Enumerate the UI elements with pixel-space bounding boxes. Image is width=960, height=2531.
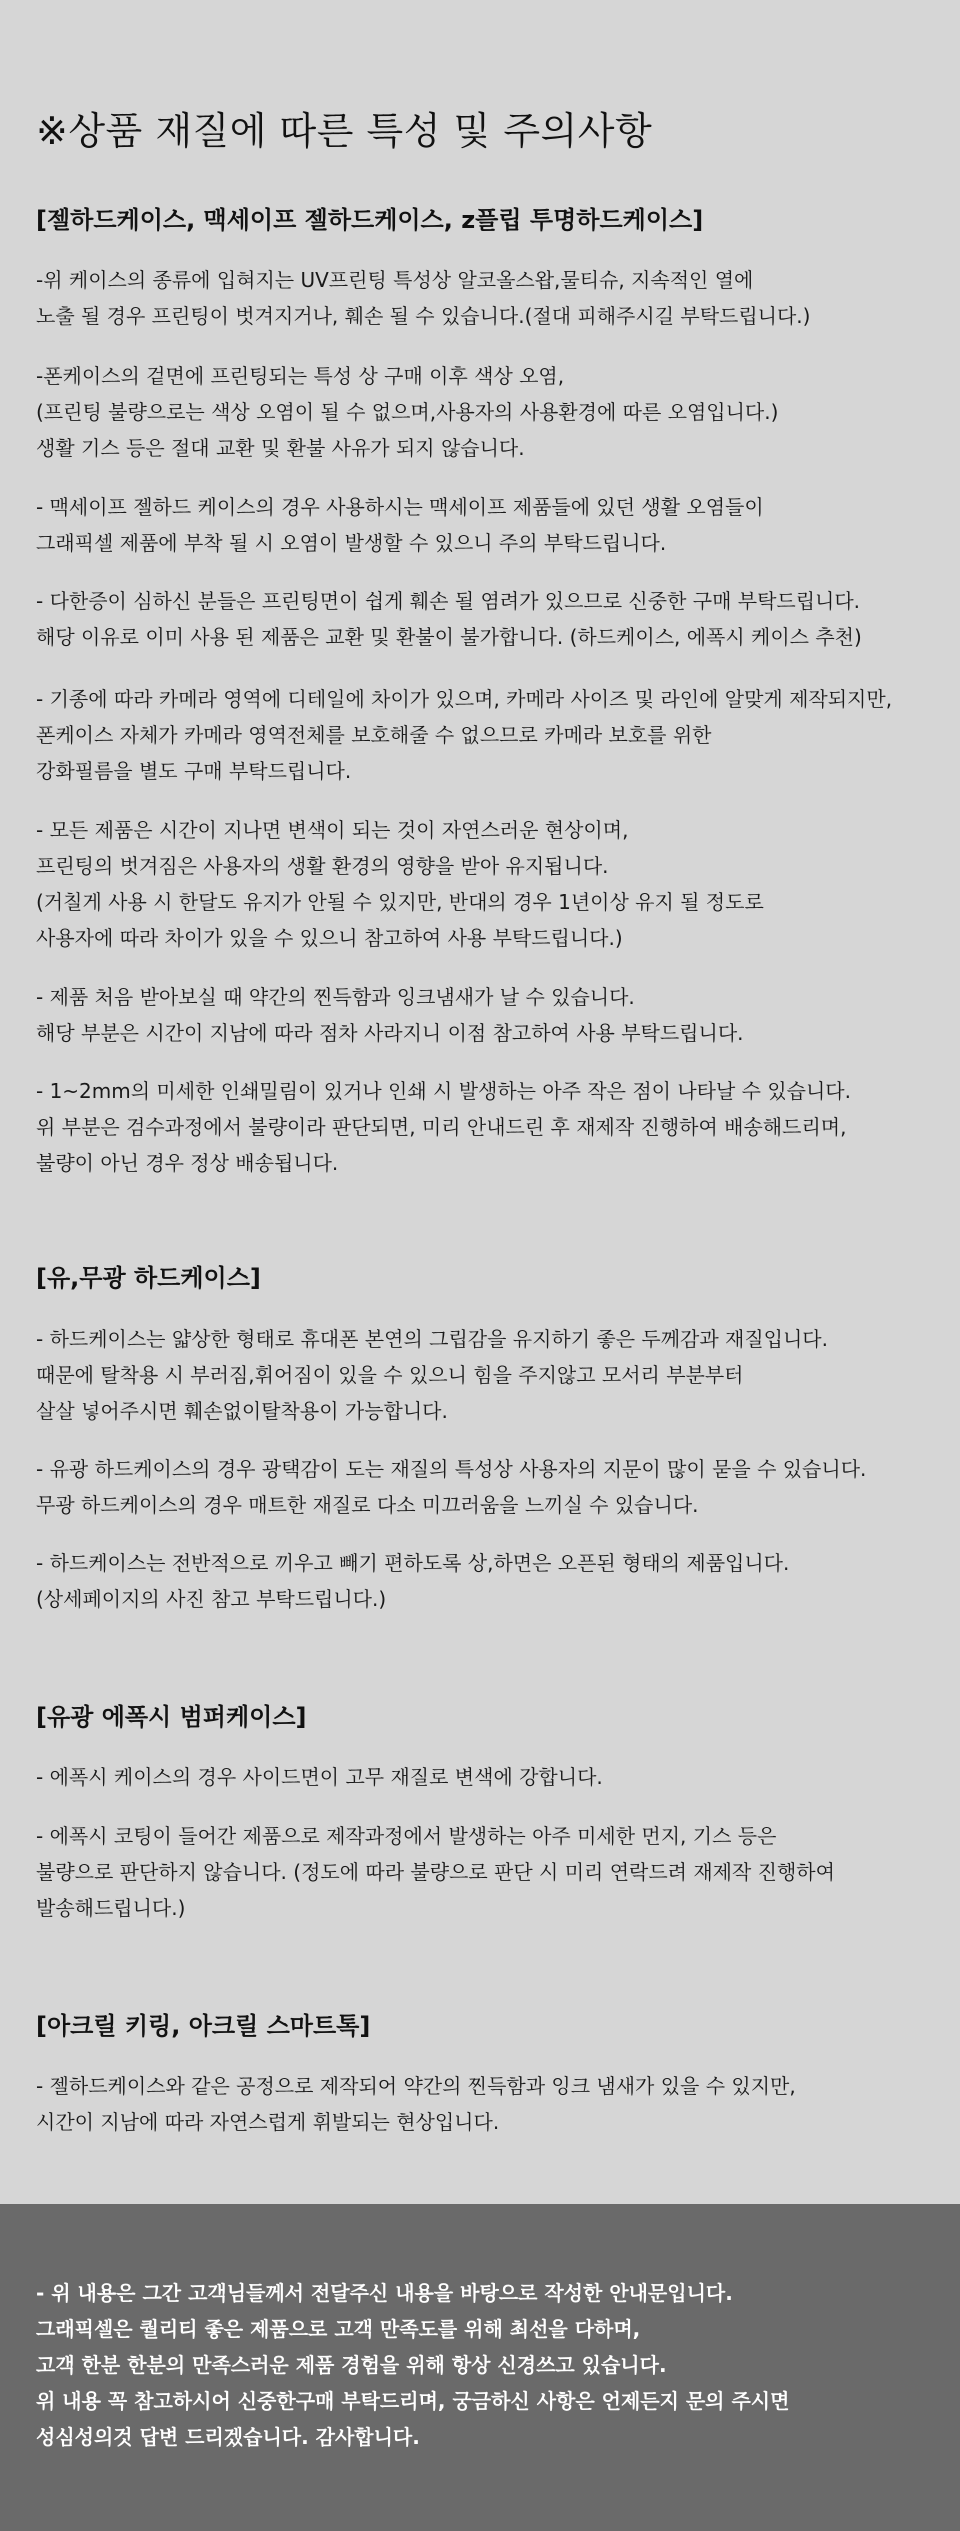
notice-paragraph — [36, 1818, 835, 1926]
paragraph-line: - 에폭시 케이스의 경우 사이드면이 고무 재질로 변색에 강합니다. — [36, 1765, 603, 1789]
footer-line: 위 내용 꼭 참고하시어 신중한구매 부탁드리며, 궁금하신 사항은 언제든지 문의 주시면 — [36, 2389, 790, 2413]
page-title: ※상품 재질에 따른 특성 및 주의사항 — [36, 109, 653, 153]
paragraph-line: - 기종에 따라 카메라 영역에 디테일에 차이가 있으며, 카메라 사이즈 및 라인에 알맞게 제작되지만, — [36, 687, 893, 711]
paragraph-line: 불량으로 판단하지 않습니다. (정도에 따라 불량으로 판단 시 미리 연락드려 재제작 진행하여 — [36, 1860, 835, 1884]
paragraph-line: (프린팅 불량으로는 색상 오염이 될 수 없으며,사용자의 사용환경에 따른 오염입니다.) — [36, 400, 779, 424]
section-heading-gel-hard-case: [젤하드케이스, 맥세이프 젤하드케이스, z플립 투명하드케이스] — [36, 206, 704, 234]
paragraph-line: 생활 기스 등은 절대 교환 및 환불 사유가 되지 않습니다. — [36, 436, 525, 460]
notice-paragraph — [36, 489, 764, 561]
paragraph-line: - 1~2mm의 미세한 인쇄밀림이 있거나 인쇄 시 발생하는 아주 작은 점이 나타날 수 있습니다. — [36, 1079, 851, 1103]
paragraph-line: 불량이 아닌 경우 정상 배송됩니다. — [36, 1151, 339, 1175]
footer-line: 그래픽셀은 퀄리티 좋은 제품으로 고객 만족도를 위해 최선을 다하며, — [36, 2317, 641, 2341]
paragraph-line: - 유광 하드케이스의 경우 광택감이 도는 재질의 특성상 사용자의 지문이 많이 묻을 수 있습니다. — [36, 1457, 867, 1481]
paragraph-line: -위 케이스의 종류에 입혀지는 UV프린팅 특성상 알코올스왑,물티슈, 지속적인 열에 — [36, 268, 754, 292]
notice-paragraph — [36, 979, 744, 1051]
paragraph-line: 무광 하드케이스의 경우 매트한 재질로 다소 미끄러움을 느끼실 수 있습니다. — [36, 1493, 699, 1517]
footer-line: 성심성의것 답변 드리겠습니다. 감사합니다. — [36, 2425, 420, 2449]
paragraph-line: - 모든 제품은 시간이 지나면 변색이 되는 것이 자연스러운 현상이며, — [36, 818, 629, 842]
section-heading-acrylic: [아크릴 키링, 아크릴 스마트톡] — [36, 2012, 371, 2040]
paragraph-line: - 에폭시 코팅이 들어간 제품으로 제작과정에서 발생하는 아주 미세한 먼지, 기스 등은 — [36, 1824, 777, 1848]
notice-paragraph — [36, 262, 810, 334]
paragraph-line: - 하드케이스는 얇상한 형태로 휴대폰 본연의 그립감을 유지하기 좋은 두께감과 재질입니다. — [36, 1327, 828, 1351]
paragraph-line: 해당 이유로 이미 사용 된 제품은 교환 및 환불이 불가합니다. (하드케이스, 에폭시 케이스 추천) — [36, 625, 862, 649]
footer-notice — [0, 2204, 960, 2531]
notice-paragraph — [36, 358, 778, 466]
notice-paragraph — [36, 681, 892, 789]
paragraph-line: (상세페이지의 사진 참고 부탁드립니다.) — [36, 1587, 387, 1611]
paragraph-line: - 맥세이프 젤하드 케이스의 경우 사용하시는 맥세이프 제품들에 있던 생활 오염들이 — [36, 495, 764, 519]
paragraph-line: -폰케이스의 겉면에 프린팅되는 특성 상 구매 이후 색상 오염, — [36, 364, 565, 388]
notice-paragraph — [36, 1451, 866, 1523]
paragraph-line: 시간이 지남에 따라 자연스럽게 휘발되는 현상입니다. — [36, 2110, 500, 2134]
notice-paragraph — [36, 583, 862, 655]
footer-line: - 위 내용은 그간 고객님들께서 전달주신 내용을 바탕으로 작성한 안내문입니다. — [36, 2281, 733, 2305]
paragraph-line: - 하드케이스는 전반적으로 끼우고 빼기 편하도록 상,하면은 오픈된 형태의 제품입니다. — [36, 1551, 790, 1575]
notice-paragraph — [36, 1073, 851, 1181]
paragraph-line: 강화필름을 별도 구매 부탁드립니다. — [36, 759, 352, 783]
section-heading-hard-case: [유,무광 하드케이스] — [36, 1264, 261, 1292]
section-heading-epoxy-bumper-case: [유광 에폭시 범퍼케이스] — [36, 1703, 307, 1731]
paragraph-line: 때문에 탈착용 시 부러짐,휘어짐이 있을 수 있으니 힘을 주지않고 모서리 부분부터 — [36, 1363, 744, 1387]
footer-text — [36, 2275, 789, 2455]
paragraph-line: - 젤하드케이스와 같은 공정으로 제작되어 약간의 찐득함과 잉크 냄새가 있을 수 있지만, — [36, 2074, 796, 2098]
paragraph-line: 위 부분은 검수과정에서 불량이라 판단되면, 미리 안내드린 후 재제작 진행하여 배송해드리며, — [36, 1115, 847, 1139]
paragraph-line: 해당 부분은 시간이 지남에 따라 점차 사라지니 이점 참고하여 사용 부탁드립니다. — [36, 1021, 744, 1045]
notice-paragraph — [36, 2068, 796, 2140]
paragraph-line: 발송해드립니다.) — [36, 1896, 186, 1920]
footer-line: 고객 한분 한분의 만족스러운 제품 경험을 위해 항상 신경쓰고 있습니다. — [36, 2353, 667, 2377]
paragraph-line: 살살 넣어주시면 훼손없이탈착용이 가능합니다. — [36, 1399, 448, 1423]
notice-paragraph — [36, 1545, 789, 1617]
paragraph-line: - 제품 처음 받아보실 때 약간의 찐득함과 잉크냄새가 날 수 있습니다. — [36, 985, 635, 1009]
paragraph-line: - 다한증이 심하신 분들은 프린팅면이 쉽게 훼손 될 염려가 있으므로 신중한 구매 부탁드립니다. — [36, 589, 861, 613]
paragraph-line: 프린팅의 벗겨짐은 사용자의 생활 환경의 영향을 받아 유지됩니다. — [36, 854, 609, 878]
paragraph-line: 노출 될 경우 프린팅이 벗겨지거나, 훼손 될 수 있습니다.(절대 피해주시길 부탁드립니다.) — [36, 304, 811, 328]
paragraph-line: 그래픽셀 제품에 부착 될 시 오염이 발생할 수 있으니 주의 부탁드립니다. — [36, 531, 667, 555]
paragraph-line: 사용자에 따라 차이가 있을 수 있으니 참고하여 사용 부탁드립니다.) — [36, 926, 623, 950]
notice-paragraph — [36, 1759, 603, 1795]
notice-paragraph — [36, 812, 764, 956]
paragraph-line: (거칠게 사용 시 한달도 유지가 안될 수 있지만, 반대의 경우 1년이상 유지 될 정도로 — [36, 890, 764, 914]
notice-paragraph — [36, 1321, 828, 1429]
paragraph-line: 폰케이스 자체가 카메라 영역전체를 보호해줄 수 없으므로 카메라 보호를 위한 — [36, 723, 712, 747]
